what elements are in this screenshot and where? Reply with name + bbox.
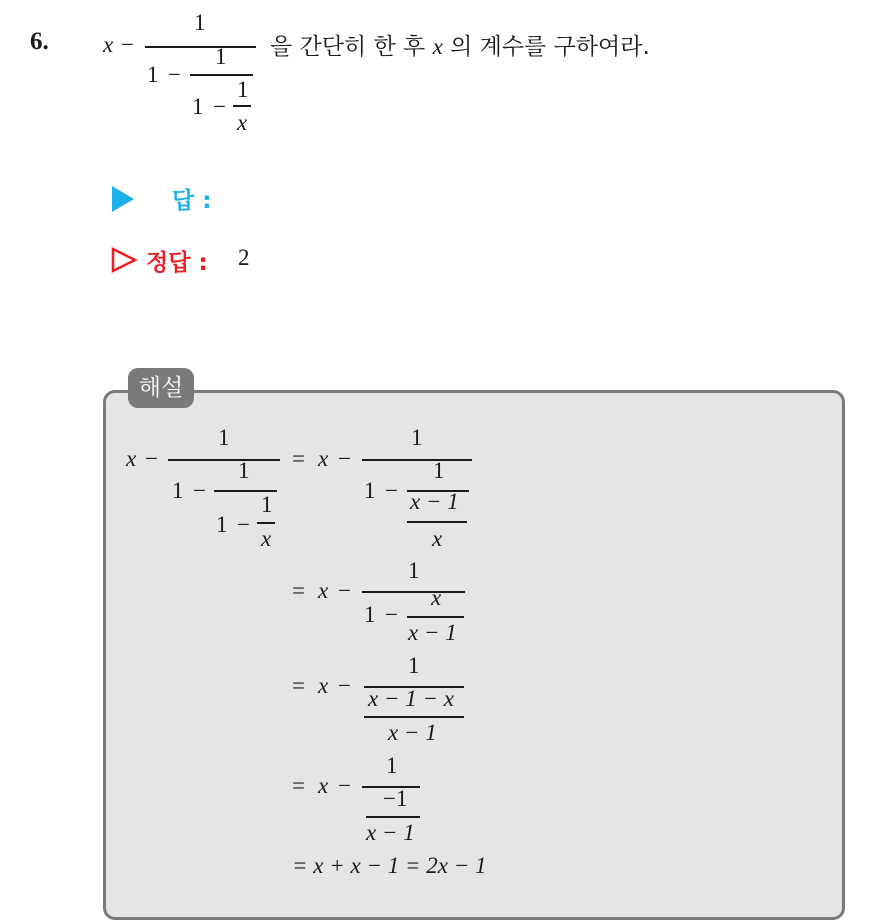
sol-l4-num: −1 [383,786,408,811]
sol-l1-rn2: 1 [433,458,445,483]
sol-l1-d1-minus: − [193,478,206,503]
sol-l4-eq: = [292,773,305,798]
sol-l2-fd: x − 1 [408,620,457,645]
sol-l4-x: x [318,773,329,798]
sol-l3-minus: − [338,673,351,698]
expr-denominator-minus: − [168,62,181,87]
answer-label: 답 : [172,188,212,214]
sol-l1-n1: 1 [218,425,230,450]
question-text-before: 을 간단히 한 후 [270,34,426,60]
expr-inner-numerator-one: 1 [215,44,227,69]
expr-numerator-one: 1 [194,10,206,35]
sol-l2-minus: − [338,578,351,603]
sol-l1-rbar3 [407,521,467,523]
sol-l1-rn1: 1 [411,425,423,450]
sol-l4-n: 1 [386,753,398,778]
sol-l1-d2-minus: − [237,512,250,537]
correct-answer-label: 정답 : [146,250,208,276]
sol-l3-eq: = [292,673,305,698]
sol-l1-d3: x [261,526,272,551]
sol-l2-bar2 [407,616,464,618]
sol-l3-x: x [318,673,329,698]
sol-l1-rd-minus: − [385,478,398,503]
expr-inner-denominator-minus: − [213,94,226,119]
sol-l2-fn: x [431,585,442,610]
sol-l1-d2-one: 1 [216,512,228,537]
sol-l2-bar1 [362,591,465,593]
sol-l1-bar3 [257,522,275,524]
sol-l1-minus: − [145,446,158,471]
sol-l3-den: x − 1 [388,720,437,745]
sol-l1-rx: x [318,446,329,471]
expr-inner-denominator-one: 1 [192,94,204,119]
sol-l2-x: x [318,578,329,603]
solution-box [103,390,845,920]
sol-l1-rbar1 [362,459,472,461]
sol-l1-rnum: x − 1 [410,489,459,514]
expr-x: x [103,32,114,57]
correct-answer-value: 2 [238,245,250,270]
sol-l2-d-one: 1 [364,602,376,627]
question-number: 6. [30,28,49,55]
question-text [270,28,650,61]
sol-l3-num: x − 1 − x [368,686,454,711]
expr-deep-numerator-one: 1 [237,77,249,102]
expr-minus: − [121,32,134,57]
sol-l1-x: x [126,446,137,471]
sol-l2-n: 1 [408,558,420,583]
sol-l2-d-minus: − [385,602,398,627]
sol-l3-n: 1 [408,653,420,678]
correct-answer-arrow-icon [110,246,138,274]
sol-l4-den: x − 1 [366,820,415,845]
sol-l3-bar2 [364,716,464,718]
sol-l2-eq: = [292,578,305,603]
question-variable: x [432,34,443,59]
sol-l1-n2: 1 [238,458,250,483]
sol-l4-bar2 [366,816,420,818]
solution-tag: 해설 [128,368,194,408]
fraction-bar-inner [190,74,253,76]
sol-l1-rminus: − [338,446,351,471]
answer-input[interactable] [240,182,540,212]
sol-l1-d1-one: 1 [172,478,184,503]
expr-denominator-one: 1 [147,62,159,87]
sol-l1-rd-one: 1 [364,478,376,503]
sol-l5: = x + x − 1 = 2x − 1 [292,853,487,878]
sol-l1-eq: = [292,446,305,471]
answer-arrow-icon [112,186,134,212]
fraction-bar-deep [233,105,251,107]
sol-l1-n3: 1 [261,492,273,517]
question-text-after: 의 계수를 구하여라. [450,34,650,60]
expr-deep-denominator-x: x [237,110,248,135]
sol-l1-rden: x [432,526,443,551]
fraction-bar-main [145,46,256,48]
sol-l1-bar1 [168,459,280,461]
sol-l4-minus: − [338,773,351,798]
